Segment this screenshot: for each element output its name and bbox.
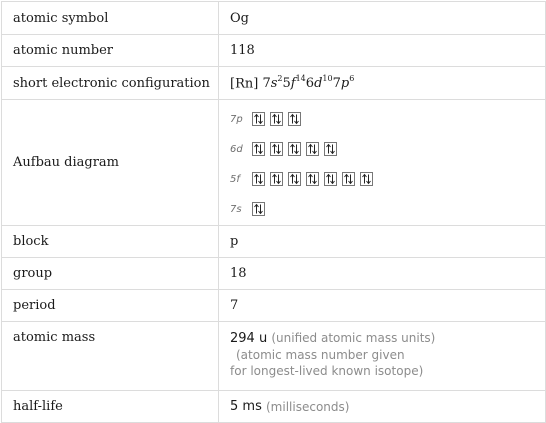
subshell-n: 7	[262, 76, 271, 92]
row-aufbau-diagram	[2, 100, 546, 226]
aufbau-orbitals	[230, 108, 378, 228]
orbital-row-7s	[230, 198, 378, 220]
half-life-number: 5	[230, 399, 239, 414]
configuration-subshell	[262, 73, 283, 92]
half-life-value	[219, 391, 546, 422]
atomic-mass-unit-desc: (unified atomic mass units)	[271, 331, 436, 345]
orbital-label: 7s	[230, 203, 242, 215]
orbital-box-paired-arrows-icon	[252, 202, 265, 216]
configuration-subshell	[305, 73, 333, 92]
row-period	[2, 290, 546, 322]
half-life-unit-desc: (milliseconds)	[266, 399, 350, 414]
half-life-unit: ms	[242, 399, 262, 414]
orbital-box-paired-arrows-icon	[324, 172, 337, 186]
subshell-electrons: 14	[295, 73, 306, 83]
period-value: 7	[219, 290, 546, 321]
orbital-box-paired-arrows-icon	[270, 142, 283, 156]
block-value: p	[219, 226, 546, 257]
atomic-mass-label: atomic mass	[2, 322, 219, 390]
half-life-label: half-life	[2, 391, 219, 422]
subshell-l: p	[340, 76, 350, 92]
orbital-label: 6d	[230, 143, 243, 155]
block-label: block	[2, 226, 219, 257]
configuration-subshell	[282, 73, 306, 92]
orbital-box-paired-arrows-icon	[270, 172, 283, 186]
atomic-mass-unit: u	[258, 331, 268, 346]
orbital-box-paired-arrows-icon	[360, 172, 373, 186]
atomic-number-value: 118	[219, 35, 546, 66]
period-label: period	[2, 290, 219, 321]
row-half-life	[2, 391, 546, 423]
orbital-box-paired-arrows-icon	[288, 172, 301, 186]
orbital-box-paired-arrows-icon	[288, 142, 301, 156]
atomic-mass-value	[219, 322, 546, 390]
orbital-box-paired-arrows-icon	[252, 172, 265, 186]
orbital-box-paired-arrows-icon	[288, 112, 301, 126]
subshell-l: f	[290, 76, 296, 92]
orbital-box-paired-arrows-icon	[306, 172, 319, 186]
aufbau-diagram	[219, 100, 546, 225]
orbital-label: 5f	[230, 173, 240, 185]
orbital-label: 7p	[230, 113, 243, 125]
orbital-box-paired-arrows-icon	[270, 112, 283, 126]
row-atomic-symbol	[2, 2, 546, 35]
orbital-box-paired-arrows-icon	[306, 142, 319, 156]
row-atomic-number	[2, 35, 546, 67]
subshell-n: 7	[332, 76, 341, 92]
configuration-value	[219, 67, 546, 99]
configuration-subshell	[332, 73, 355, 92]
atomic-symbol-label: atomic symbol	[2, 2, 219, 34]
atomic-number-label: atomic number	[2, 35, 219, 66]
atomic-mass-note-line2: for longest-lived known isotope)	[230, 364, 424, 378]
orbital-box-paired-arrows-icon	[342, 172, 355, 186]
subshell-electrons: 2	[277, 73, 283, 83]
row-group	[2, 258, 546, 290]
group-value: 18	[219, 258, 546, 289]
orbital-box-paired-arrows-icon	[324, 142, 337, 156]
row-electron-configuration	[2, 67, 546, 100]
subshell-n: 5	[282, 76, 291, 92]
orbital-row-5f	[230, 168, 378, 190]
row-block	[2, 226, 546, 258]
configuration-core: [Rn]	[230, 76, 259, 92]
aufbau-label: Aufbau diagram	[2, 100, 219, 225]
group-label: group	[2, 258, 219, 289]
atomic-symbol-value: Og	[219, 2, 546, 34]
subshell-n: 6	[305, 76, 315, 92]
subshell-electrons: 10	[322, 73, 333, 83]
orbital-box-paired-arrows-icon	[252, 112, 265, 126]
properties-table	[1, 1, 546, 423]
orbital-box-paired-arrows-icon	[252, 142, 265, 156]
orbital-row-7p	[230, 108, 378, 130]
subshell-l: s	[270, 76, 278, 92]
configuration-label: short electronic configuration	[2, 67, 219, 99]
subshell-l: d	[314, 76, 323, 92]
subshell-electrons: 6	[349, 73, 355, 83]
configuration-formula	[230, 75, 354, 91]
orbital-row-6d	[230, 138, 378, 160]
atomic-mass-number: 294	[230, 331, 255, 346]
atomic-mass-note-line1: (atomic mass number given	[236, 348, 405, 362]
row-atomic-mass	[2, 322, 546, 391]
